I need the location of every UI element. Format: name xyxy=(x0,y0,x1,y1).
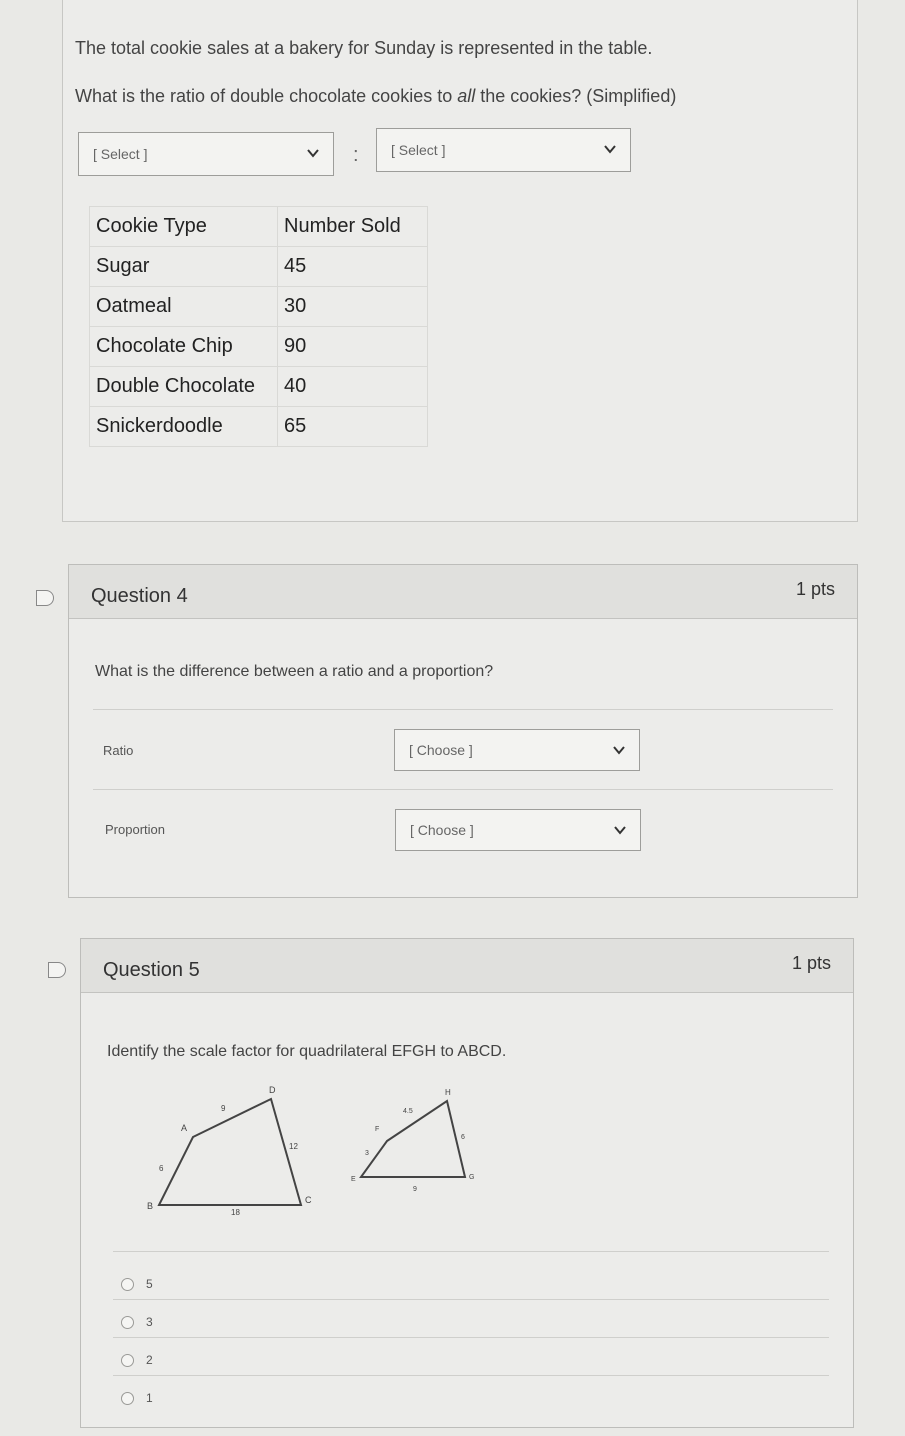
side-label: 3 xyxy=(365,1150,369,1157)
flag-question-4-icon[interactable] xyxy=(36,590,54,606)
flag-question-5-icon[interactable] xyxy=(48,962,66,978)
proportion-choose-value: [ Choose ] xyxy=(410,822,474,838)
answer-option-label: 5 xyxy=(146,1277,153,1291)
ratio-choose-value: [ Choose ] xyxy=(409,742,473,758)
divider xyxy=(113,1251,829,1252)
chevron-down-icon xyxy=(613,744,625,756)
answer-option-label: 1 xyxy=(146,1391,153,1405)
table-cell: Snickerdoodle xyxy=(90,407,278,447)
answer-option[interactable] xyxy=(121,1315,153,1329)
question-3-panel xyxy=(62,0,858,522)
vertex-label: D xyxy=(269,1085,276,1095)
table-cell: Chocolate Chip xyxy=(90,327,278,367)
table-cell: 30 xyxy=(278,287,428,327)
ratio-right-select[interactable] xyxy=(376,128,631,172)
side-label: 4.5 xyxy=(403,1108,413,1115)
chevron-down-icon xyxy=(307,147,319,159)
answer-option-label: 3 xyxy=(146,1315,153,1329)
question-5-panel xyxy=(80,938,854,1428)
match-label-proportion: Proportion xyxy=(105,822,165,837)
table-cell: Double Chocolate xyxy=(90,367,278,407)
proportion-choose-select[interactable] xyxy=(395,809,641,851)
quadrilateral-figures xyxy=(141,1079,501,1219)
radio-button[interactable] xyxy=(121,1354,134,1367)
answer-option-label: 2 xyxy=(146,1353,153,1367)
table-cell: 90 xyxy=(278,327,428,367)
divider xyxy=(93,709,833,710)
question-4-title: Question 4 xyxy=(91,585,188,607)
radio-button[interactable] xyxy=(121,1392,134,1405)
table-header-row xyxy=(90,207,428,247)
chevron-down-icon xyxy=(614,824,626,836)
ratio-left-select-value: [ Select ] xyxy=(93,146,148,162)
side-label: 6 xyxy=(159,1164,164,1173)
table-cell: Sugar xyxy=(90,247,278,287)
table-cell: 40 xyxy=(278,367,428,407)
table-header-cell: Cookie Type xyxy=(90,207,278,247)
chevron-down-icon xyxy=(604,143,616,155)
ratio-separator: : xyxy=(353,144,359,166)
divider xyxy=(113,1375,829,1376)
vertex-label: F xyxy=(375,1126,380,1133)
table-cell: 45 xyxy=(278,247,428,287)
question-5-prompt: Identify the scale factor for quadrilateral EFGH to ABCD. xyxy=(107,1043,507,1060)
radio-button[interactable] xyxy=(121,1316,134,1329)
vertex-label: C xyxy=(305,1195,312,1205)
table-row xyxy=(90,367,428,407)
side-label: 18 xyxy=(231,1208,240,1217)
table-row xyxy=(90,287,428,327)
ratio-right-select-value: [ Select ] xyxy=(391,142,446,158)
question-4-points: 1 pts xyxy=(795,579,835,599)
side-label: 9 xyxy=(221,1104,226,1113)
vertex-label: G xyxy=(469,1174,475,1181)
divider xyxy=(113,1337,829,1338)
match-label-ratio: Ratio xyxy=(103,743,134,758)
radio-button[interactable] xyxy=(121,1278,134,1291)
table-row xyxy=(90,247,428,287)
vertex-label: H xyxy=(445,1088,451,1097)
table-row xyxy=(90,327,428,367)
quadrilateral-abcd xyxy=(147,1085,312,1217)
question-4-header xyxy=(69,565,857,619)
side-label: 12 xyxy=(289,1142,298,1151)
ratio-choose-select[interactable] xyxy=(394,729,640,771)
answer-option[interactable] xyxy=(121,1353,153,1367)
question-3-prompt: What is the ratio of double chocolate cookies to all the cookies? (Simplified) xyxy=(75,86,677,106)
vertex-label: E xyxy=(351,1176,356,1183)
question-5-points: 1 pts xyxy=(791,953,831,973)
question-4-prompt: What is the difference between a ratio and a proportion? xyxy=(95,663,494,680)
table-row xyxy=(90,407,428,447)
divider xyxy=(113,1299,829,1300)
table-cell: 65 xyxy=(278,407,428,447)
question-5-title: Question 5 xyxy=(103,959,200,981)
cookie-sales-table xyxy=(89,206,428,447)
answer-option[interactable] xyxy=(121,1277,153,1291)
table-cell: Oatmeal xyxy=(90,287,278,327)
vertex-label: A xyxy=(181,1123,188,1133)
ratio-left-select[interactable] xyxy=(78,132,334,176)
side-label: 9 xyxy=(413,1186,417,1193)
table-header-cell: Number Sold xyxy=(278,207,428,247)
vertex-label: B xyxy=(147,1201,154,1211)
answer-option[interactable] xyxy=(121,1391,153,1405)
divider xyxy=(93,789,833,790)
question-5-header xyxy=(81,939,853,993)
question-4-panel xyxy=(68,564,858,898)
question-3-intro: The total cookie sales at a bakery for Sunday is represented in the table. xyxy=(75,38,653,58)
side-label: 6 xyxy=(461,1134,465,1141)
quadrilateral-efgh xyxy=(351,1088,474,1193)
